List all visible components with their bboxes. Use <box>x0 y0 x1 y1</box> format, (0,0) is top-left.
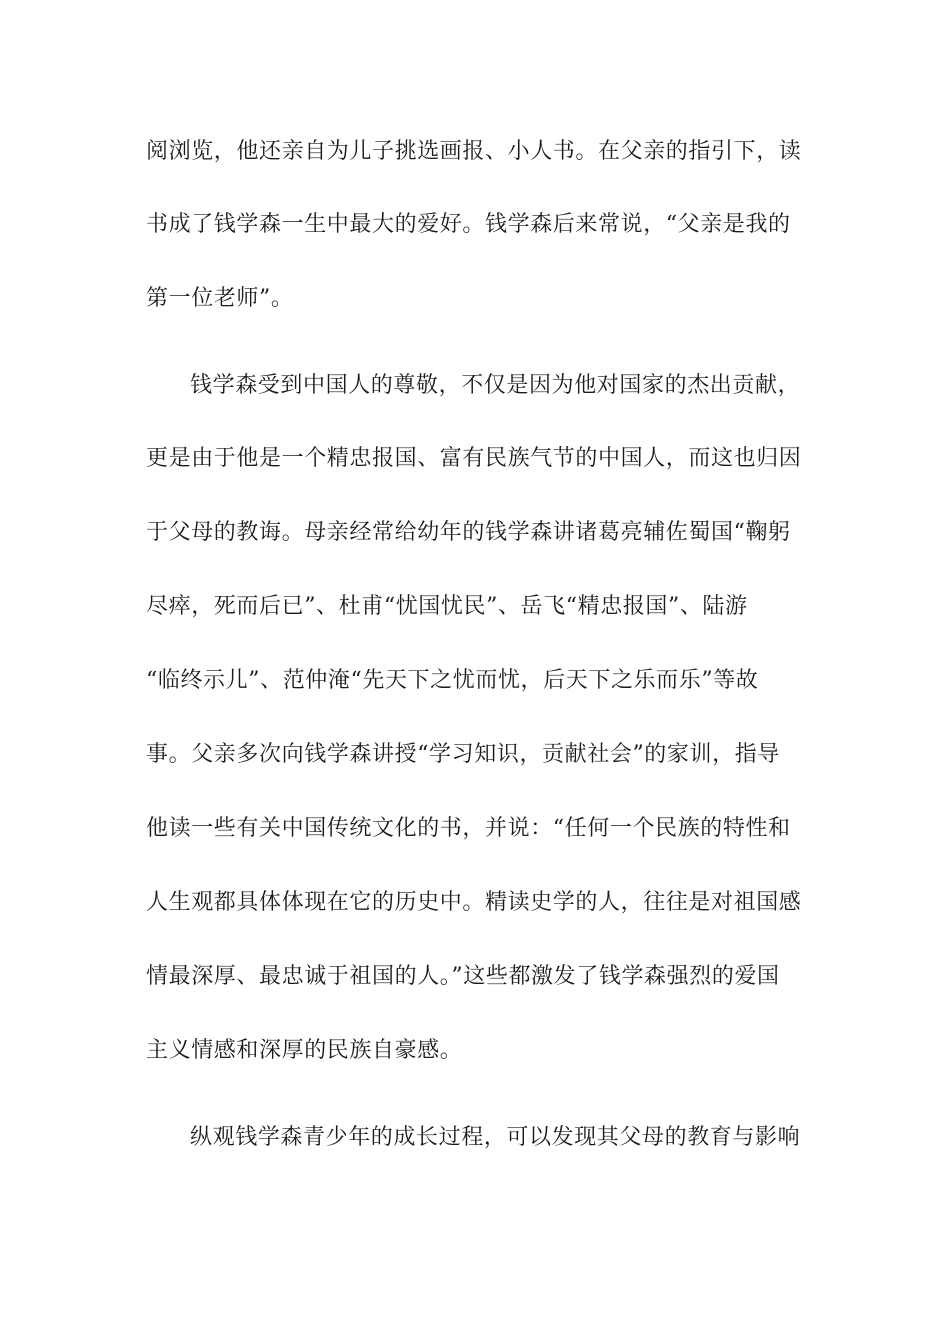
paragraph-2-line-3: 于父母的教诲。母亲经常给幼年的钱学森讲诸葛亮辅佐蜀国“鞠躬 <box>146 520 791 545</box>
paragraph-2-line-10: 主义情感和深厚的民族自豪感。 <box>146 1038 463 1063</box>
paragraph-2-line-6: 事。父亲多次向钱学森讲授“学习知识，贡献社会”的家训，指导 <box>146 742 780 767</box>
paragraph-2-line-7: 他读一些有关中国传统文化的书，并说：“任何一个民族的特性和 <box>146 816 791 841</box>
paragraph-2-line-1: 钱学森受到中国人的尊敬，不仅是因为他对国家的杰出贡献， <box>190 373 801 398</box>
paragraph-3-line-1: 纵观钱学森青少年的成长过程，可以发现其父母的教育与影响 <box>190 1125 801 1150</box>
paragraph-1-line-1: 阅浏览，他还亲自为儿子挑选画报、小人书。在父亲的指引下，读 <box>146 139 802 164</box>
paragraph-2-line-2: 更是由于他是一个精忠报国、富有民族气节的中国人，而这也归因 <box>146 446 802 471</box>
paragraph-1-line-3: 第一位老师”。 <box>146 286 294 311</box>
paragraph-2-line-4: 尽瘁，死而后已”、杜甫“忧国忧民”、岳飞“精忠报国”、陆游 <box>146 594 748 619</box>
paragraph-2-line-8: 人生观都具体体现在它的历史中。精读史学的人，往往是对祖国感 <box>146 890 802 915</box>
paragraph-2-line-5: “临终示儿”、范仲淹“先天下之忧而忧，后天下之乐而乐”等故 <box>146 668 759 693</box>
paragraph-2-line-9: 情最深厚、最忠诚于祖国的人。”这些都激发了钱学森强烈的爱国 <box>146 964 780 989</box>
paragraph-1-line-2: 书成了钱学森一生中最大的爱好。钱学森后来常说，“父亲是我的 <box>146 212 791 237</box>
